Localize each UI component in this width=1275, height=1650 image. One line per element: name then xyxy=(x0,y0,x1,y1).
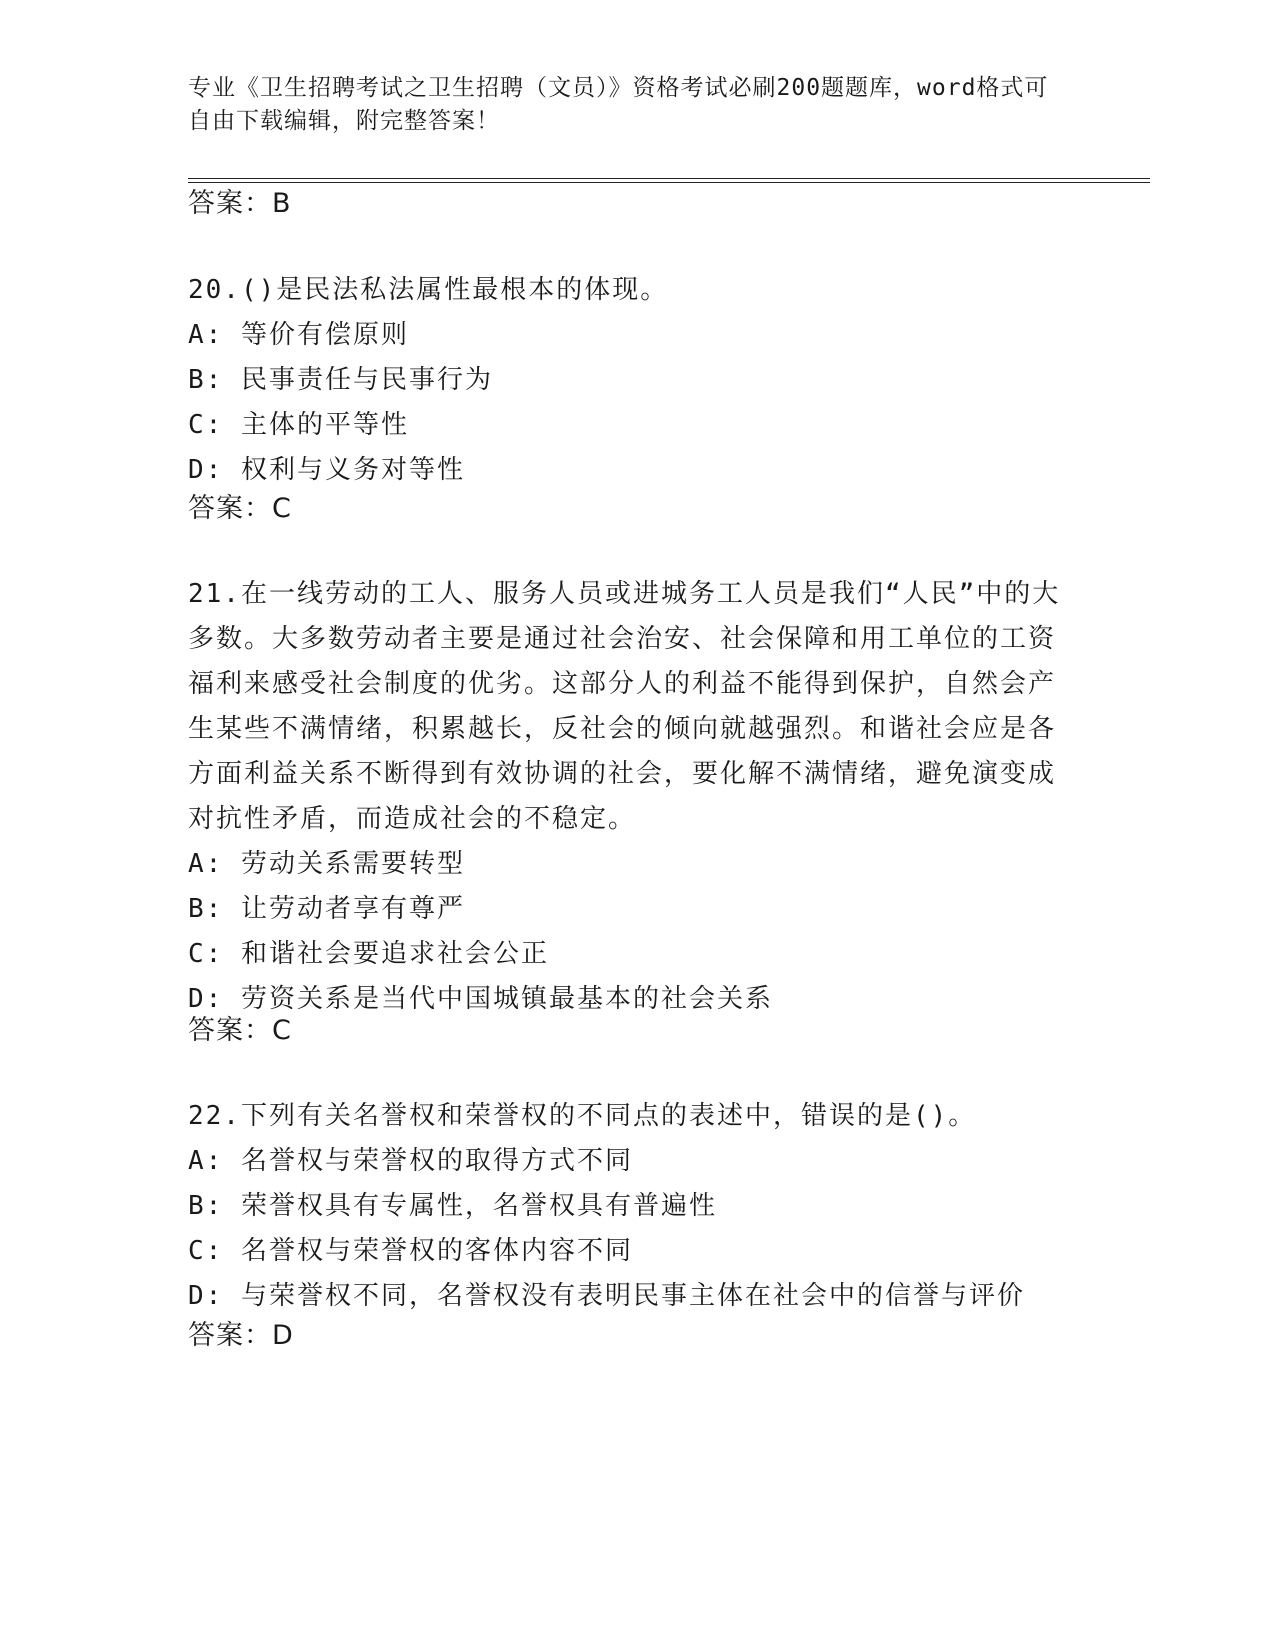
option-c: C: 名誉权与荣誉权的客体内容不同 xyxy=(188,1236,633,1266)
option-b: B: 让劳动者享有尊严 xyxy=(188,894,465,924)
option-c: C: 主体的平等性 xyxy=(188,410,409,440)
answer-20: 答案：C xyxy=(188,493,292,524)
header-text: 专业《卫生招聘考试之卫生招聘（文员）》资格考试必刷200题题库，word格式可自由下载编辑，附完整答案！ xyxy=(188,75,1049,134)
option-b: B: 民事责任与民事行为 xyxy=(188,365,493,395)
previous-answer: 答案：B xyxy=(188,188,292,219)
option-a: A: 等价有偿原则 xyxy=(188,320,409,350)
option-d: D: 与荣誉权不同，名誉权没有表明民事主体在社会中的信誉与评价 xyxy=(188,1281,1025,1311)
answer-21: 答案：C xyxy=(188,1015,292,1046)
question-stem: 20.()是民法私法属性最根本的体现。 xyxy=(188,275,669,305)
option-d: D: 劳资关系是当代中国城镇最基本的社会关系 xyxy=(188,984,773,1014)
question-20 xyxy=(188,268,1068,493)
option-a: A: 劳动关系需要转型 xyxy=(188,849,465,879)
question-21 xyxy=(188,572,1068,1022)
option-a: A: 名誉权与荣誉权的取得方式不同 xyxy=(188,1146,633,1176)
question-stem: 22.下列有关名誉权和荣誉权的不同点的表述中，错误的是()。 xyxy=(188,1101,977,1131)
answer-22: 答案：D xyxy=(188,1320,294,1351)
question-stem: 21.在一线劳动的工人、服务人员或进城务工人员是我们“人民”中的大多数。大多数劳动者主要是通过社会治安、社会保障和用工单位的工资福利来感受社会制度的优劣。这部分人的利益不能得到保护，自然会产生某些不满情绪，积累越长，反社会的倾向就越强烈。和谐社会应是各方面利益关系不断得到有效协调的社会，要化解不满情绪，避免演变成对抗性矛盾，而造成社会的不稳定。 xyxy=(188,579,1061,834)
option-b: B: 荣誉权具有专属性，名誉权具有普遍性 xyxy=(188,1191,717,1221)
header-divider xyxy=(188,178,1150,183)
option-d: D: 权利与义务对等性 xyxy=(188,455,465,485)
option-c: C: 和谐社会要追求社会公正 xyxy=(188,939,549,969)
page-header xyxy=(188,72,1068,138)
question-22 xyxy=(188,1094,1068,1319)
